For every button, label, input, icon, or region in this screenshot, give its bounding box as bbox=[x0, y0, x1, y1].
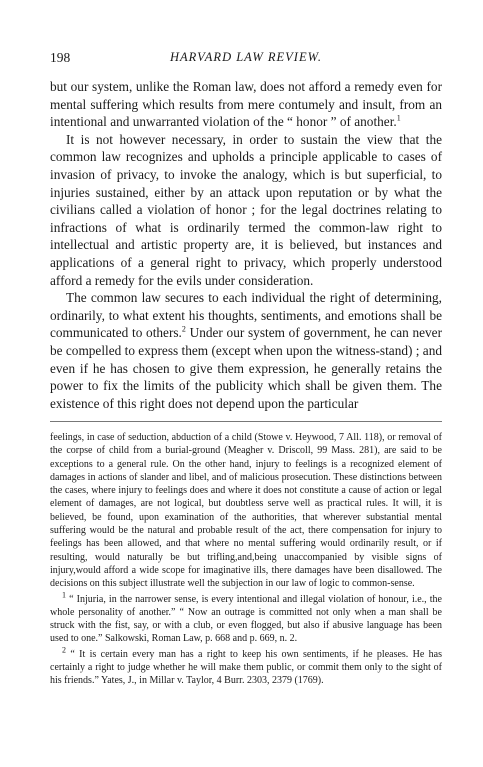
page-number: 198 bbox=[50, 50, 71, 65]
paragraph-2: It is not however necessary, in order to sustain the view that the common law recognizes and upholds a principle applicable to cases of invasion of privacy, to invoke the analogy, which is but superficial, to injuries sustained, either by an attack upon reputation or by what the civilians called a violation of honor ; for the legal doctrines relating to infractions of what is ordinarily termed the common-law right to intellectual and artistic property are, it is believed, but instances and applications of a general right to privacy, which properly understood afford a remedy for the evils under consideration. bbox=[50, 131, 442, 288]
footnote-divider bbox=[50, 421, 442, 422]
footnote-2-mark: 2 bbox=[62, 645, 66, 655]
body-text bbox=[50, 78, 442, 412]
paragraph-1-text: but our system, unlike the Roman law, does not afford a remedy even for mental suffering which results from mere contumely and insult, from an intentional and unwarranted violation of the “ honor ” of another. bbox=[50, 79, 442, 130]
page-header bbox=[50, 50, 442, 66]
footnote-ref-1: 1 bbox=[396, 113, 401, 123]
paragraph-3-text-a: The common law secures to each individual the right of determining, ordinarily, to what extent his thoughts, sentiments, and emotions shall be communicated to others. bbox=[50, 290, 442, 341]
footnote-continuation: feelings, in case of seduction, abduction of a child (Stowe v. Heywood, 7 All. 118), or removal of the corpse of child from a burial-ground (Meagher v. Driscoll, 99 Mass. 281), are said to be exceptions to a general rule. On the other hand, injury to feelings is a recognized element of damages in actions of slander and libel, and of malicious prosecution. These distinctions between the cases, where injury to feelings does and where it does not constitute a cause of action or legal element of damages, are not logical, but doubtless serve well as practical rules. It will, it is believed, be found, upon examination of the authorities, that wherever substantial mental suffering would be the natural and probable result of the act, there compensation for injury to feelings has been allowed, and that where no mental suffering would ordinarily result, or if resulting, would naturally be but trifling,and,being unaccompanied by visible signs of injury,would afford a wide scope for imaginative ills, there damages have been disallowed. The decisions on this subject illustrate well the subjection in our law of logic to common-sense. bbox=[50, 432, 442, 590]
footnote-1 bbox=[50, 590, 442, 646]
paragraph-3 bbox=[50, 289, 442, 412]
footnote-2-text: “ It is certain every man has a right to keep his own sentiments, if he pleases. He has certainly a right to judge whether he will make them public, or commit them only to the sight of his friends.” Yates, J., in Millar v. Taylor, 4 Burr. 2303, 2379 (1769). bbox=[50, 648, 442, 687]
footnote-1-mark: 1 bbox=[62, 590, 66, 600]
footnote-ref-2: 2 bbox=[181, 324, 186, 334]
footnote-1-text: “ Injuria, in the narrower sense, is every intentional and illegal violation of honour, i.e., the whole personality of another.” “ Now an outrage is committed not only when a man shall be struck with the fist, say, or with a club, or even flogged, but also if abusive language has been used to one.” Salkowski, Roman Law, p. 668 and p. 669, n. 2. bbox=[50, 593, 442, 645]
paragraph-3-text-b: Under our system of government, he can never be compelled to express them (except when upon the witness-stand) ; and even if he has chosen to give them expression, he generally retains the power to fix the limits of the publicity which shall be given them. The existence of this right does not depend upon the particular bbox=[50, 325, 442, 411]
paragraph-1 bbox=[50, 78, 442, 131]
running-title: HARVARD LAW REVIEW. bbox=[170, 50, 322, 64]
footnote-2 bbox=[50, 645, 442, 688]
footnotes bbox=[50, 431, 442, 688]
